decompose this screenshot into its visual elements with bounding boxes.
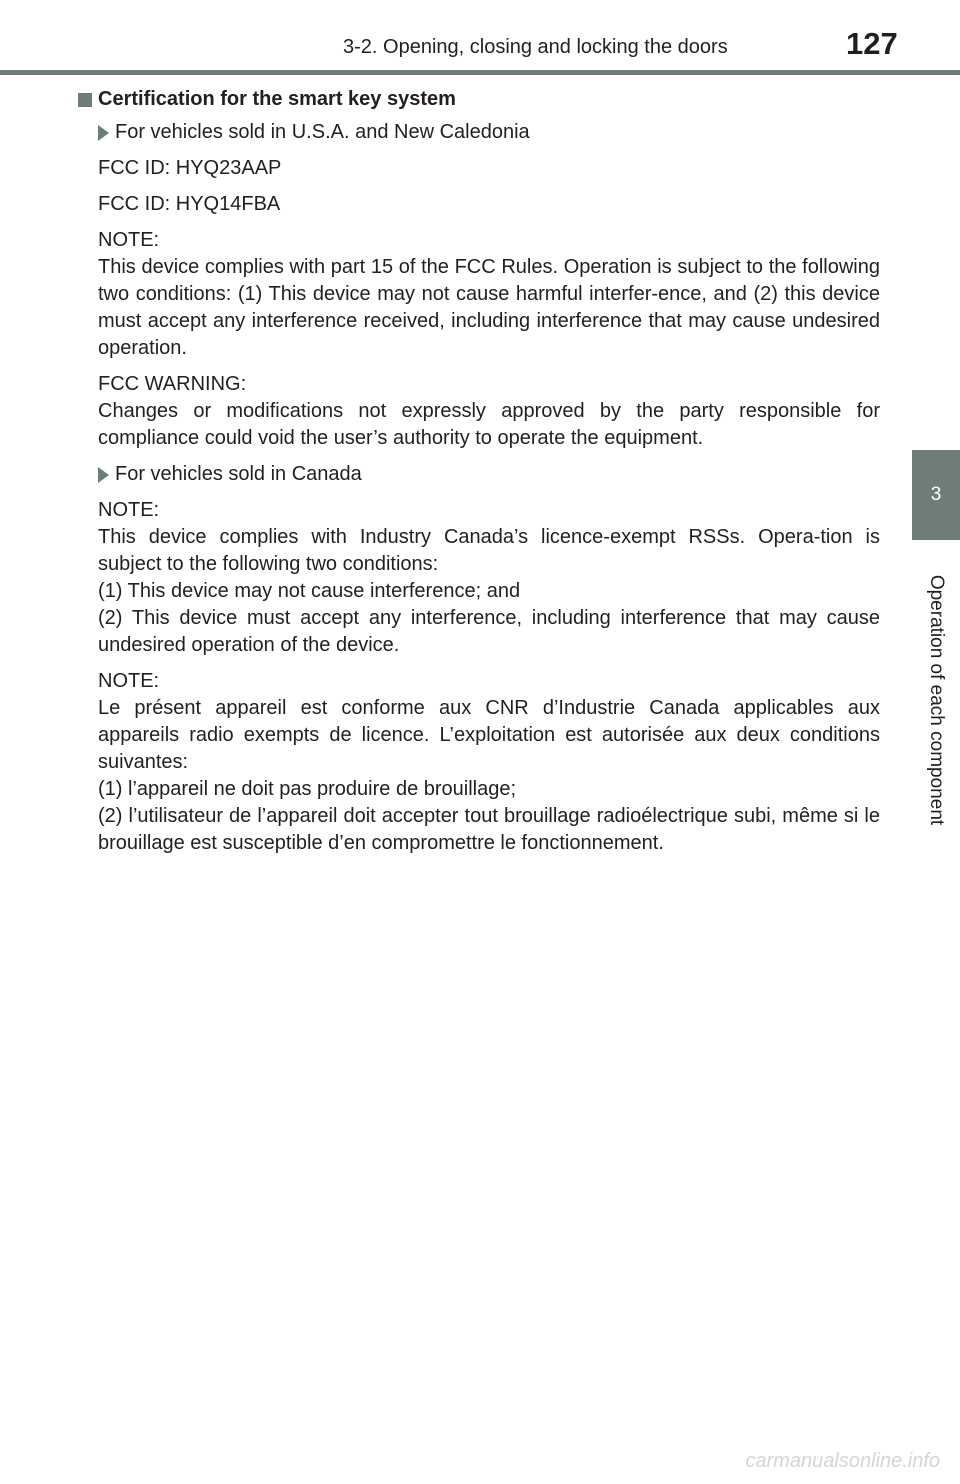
usa-note-text: This device complies with part 15 of the FCC Rules. Operation is subject to the following two conditions: (1) This device may not cause harmful interfer-ence, and (2) this device must accept any interference received, including interference that may cause undesired operation.: [98, 256, 880, 359]
french-condition-2: (2) l’utilisateur de l’appareil doit accepter tout brouillage radioélectrique subi, même si le brouillage est susceptible d’en compromettre le fonctionnement.: [98, 805, 880, 854]
french-note: [78, 668, 880, 857]
fcc-warning: [78, 371, 880, 452]
fcc-id-2: FCC ID: HYQ14FBA: [98, 193, 281, 215]
canada-subheading-text: For vehicles sold in Canada: [115, 463, 362, 485]
page-number: 127: [846, 26, 898, 61]
section-title: 3-2. Opening, closing and locking the doors: [343, 36, 728, 58]
chapter-label: Operation of each component: [926, 574, 947, 826]
canada-condition-1: (1) This device may not cause interference; and: [98, 580, 521, 602]
french-note-text: Le présent appareil est conforme aux CNR d’Industrie Canada applicables aux appareils radio exempts de licence. L’exploitation est autorisée aux deux conditions suivantes:: [98, 697, 880, 773]
section-heading: [78, 86, 880, 113]
canada-condition-2: (2) This device must accept any interference, including interference that may cause undesired operation of the device.: [98, 607, 880, 656]
watermark: carmanualsonline.info: [745, 1450, 940, 1472]
french-condition-1: (1) l’appareil ne doit pas produire de brouillage;: [98, 778, 517, 800]
canada-note-title: NOTE:: [98, 499, 160, 521]
square-bullet-icon: [78, 93, 92, 107]
chapter-number-tab: 3: [912, 450, 960, 540]
page-content: [78, 86, 880, 866]
usa-note: [78, 227, 880, 362]
canada-subheading: [78, 461, 880, 488]
french-note-title: NOTE:: [98, 670, 160, 692]
fcc-warning-text: Changes or modifications not expressly approved by the party responsible for compliance could void the user’s authority to operate the equipment.: [98, 400, 880, 449]
arrow-bullet-icon: [98, 125, 109, 141]
canada-note: [78, 497, 880, 659]
usa-note-title: NOTE:: [98, 229, 160, 251]
section-heading-text: Certification for the smart key system: [98, 88, 456, 110]
usa-subheading-text: For vehicles sold in U.S.A. and New Caledonia: [115, 121, 530, 143]
canada-note-text: This device complies with Industry Canada’s licence-exempt RSSs. Opera-tion is subject to the following two conditions:: [98, 526, 880, 575]
side-tab-upper: [912, 75, 960, 450]
arrow-bullet-icon: [98, 467, 109, 483]
fcc-id-1: FCC ID: HYQ23AAP: [98, 157, 282, 179]
header-divider: [0, 70, 960, 75]
fcc-warning-title: FCC WARNING:: [98, 373, 247, 395]
usa-subheading: [78, 119, 880, 146]
